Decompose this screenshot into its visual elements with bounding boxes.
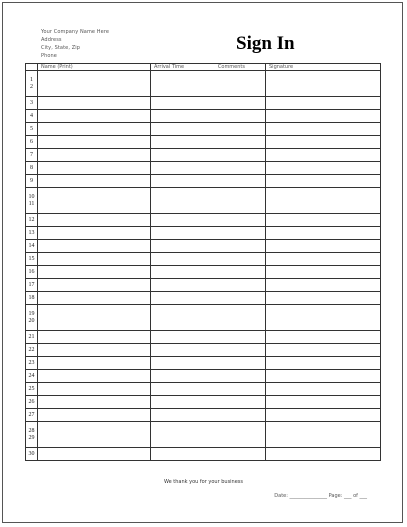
name-cell[interactable]	[38, 409, 151, 422]
row-number-label: 18	[28, 294, 35, 301]
table-row	[26, 266, 381, 279]
signature-cell[interactable]	[266, 383, 381, 396]
table-row	[26, 292, 381, 305]
arrival-comments-cell[interactable]	[151, 448, 266, 461]
row-number	[26, 123, 38, 136]
signature-cell[interactable]	[266, 71, 381, 97]
name-cell[interactable]	[38, 331, 151, 344]
company-address: Address	[41, 37, 62, 43]
table-row	[26, 110, 381, 123]
row-number-label: 13	[28, 229, 35, 236]
table-row	[26, 188, 381, 214]
arrival-comments-cell[interactable]	[151, 162, 266, 175]
column-header-arrival	[151, 64, 266, 71]
name-cell[interactable]	[38, 448, 151, 461]
signature-cell[interactable]	[266, 188, 381, 214]
sign-in-table	[25, 63, 381, 461]
row-number	[26, 149, 38, 162]
row-number-label: 24	[28, 372, 35, 379]
row-number-label: 19	[28, 310, 35, 317]
row-number	[26, 188, 38, 214]
table-row	[26, 214, 381, 227]
signature-cell[interactable]	[266, 409, 381, 422]
signature-cell[interactable]	[266, 214, 381, 227]
name-cell[interactable]	[38, 292, 151, 305]
table-row	[26, 162, 381, 175]
row-number	[26, 240, 38, 253]
table-row	[26, 305, 381, 331]
company-phone: Phone	[41, 53, 57, 59]
row-number-label: 12	[28, 216, 35, 223]
signature-cell[interactable]	[266, 266, 381, 279]
table-row	[26, 383, 381, 396]
arrival-comments-cell[interactable]	[151, 383, 266, 396]
name-cell[interactable]	[38, 396, 151, 409]
arrival-comments-cell[interactable]	[151, 344, 266, 357]
column-header-signature-label: Signature	[269, 64, 294, 70]
table-row	[26, 396, 381, 409]
row-number-label: 14	[28, 242, 35, 249]
row-number	[26, 175, 38, 188]
row-number	[26, 214, 38, 227]
arrival-comments-cell[interactable]	[151, 422, 266, 448]
arrival-comments-cell[interactable]	[151, 136, 266, 149]
table-row	[26, 344, 381, 357]
table-row	[26, 279, 381, 292]
table-header-row	[26, 64, 381, 71]
arrival-comments-cell[interactable]	[151, 110, 266, 123]
row-number-label: 7	[30, 151, 33, 158]
signature-cell[interactable]	[266, 279, 381, 292]
signature-cell[interactable]	[266, 123, 381, 136]
signature-cell[interactable]	[266, 422, 381, 448]
row-number-label: 4	[30, 112, 33, 119]
table-row	[26, 422, 381, 448]
table-row	[26, 149, 381, 162]
table-row	[26, 227, 381, 240]
name-cell[interactable]	[38, 370, 151, 383]
name-cell[interactable]	[38, 188, 151, 214]
table-row	[26, 448, 381, 461]
name-cell[interactable]	[38, 266, 151, 279]
row-number-label: 3	[30, 99, 33, 106]
arrival-comments-cell[interactable]	[151, 292, 266, 305]
page-title: Sign In	[236, 33, 295, 54]
signature-cell[interactable]	[266, 162, 381, 175]
row-number	[26, 71, 38, 97]
row-number	[26, 292, 38, 305]
table-row	[26, 240, 381, 253]
row-number	[26, 422, 38, 448]
row-number	[26, 97, 38, 110]
row-number	[26, 162, 38, 175]
table-row	[26, 175, 381, 188]
table-row	[26, 97, 381, 110]
arrival-comments-cell[interactable]	[151, 123, 266, 136]
row-number	[26, 227, 38, 240]
row-number	[26, 370, 38, 383]
column-header-name	[38, 64, 151, 71]
row-number	[26, 331, 38, 344]
row-number	[26, 357, 38, 370]
arrival-comments-cell[interactable]	[151, 97, 266, 110]
table-row	[26, 409, 381, 422]
arrival-comments-cell[interactable]	[151, 409, 266, 422]
signature-cell[interactable]	[266, 240, 381, 253]
arrival-comments-cell[interactable]	[151, 175, 266, 188]
name-cell[interactable]	[38, 383, 151, 396]
row-number-label: 5	[30, 125, 33, 132]
row-number-label: 6	[30, 138, 33, 145]
company-city: City, State, Zip	[41, 45, 80, 51]
name-cell[interactable]	[38, 149, 151, 162]
arrival-comments-cell[interactable]	[151, 240, 266, 253]
signature-cell[interactable]	[266, 292, 381, 305]
row-number-label: 17	[28, 281, 35, 288]
row-number	[26, 344, 38, 357]
row-number-label: 11	[28, 200, 35, 207]
row-number-label: 30	[28, 450, 35, 457]
row-number-header	[26, 64, 38, 71]
row-number-label: 23	[28, 359, 35, 366]
signature-cell[interactable]	[266, 253, 381, 266]
arrival-comments-cell[interactable]	[151, 149, 266, 162]
row-number-label: 28	[28, 427, 35, 434]
table-row	[26, 253, 381, 266]
arrival-comments-cell[interactable]	[151, 188, 266, 214]
signature-cell[interactable]	[266, 175, 381, 188]
name-cell[interactable]	[38, 97, 151, 110]
arrival-comments-cell[interactable]	[151, 305, 266, 331]
name-cell[interactable]	[38, 422, 151, 448]
row-number	[26, 383, 38, 396]
row-number-label: 27	[28, 411, 35, 418]
signature-cell[interactable]	[266, 357, 381, 370]
arrival-comments-cell[interactable]	[151, 214, 266, 227]
arrival-comments-cell[interactable]	[151, 331, 266, 344]
name-cell[interactable]	[38, 71, 151, 97]
name-cell[interactable]	[38, 175, 151, 188]
column-header-signature	[266, 64, 381, 71]
column-header-arrival-label: Arrival Time	[154, 64, 185, 70]
arrival-comments-cell[interactable]	[151, 357, 266, 370]
company-name: Your Company Name Here	[41, 29, 110, 35]
row-number-label: 21	[28, 333, 35, 340]
row-number-label: 2	[30, 83, 33, 90]
table-row	[26, 123, 381, 136]
signature-cell[interactable]	[266, 97, 381, 110]
row-number-label: 15	[28, 255, 35, 262]
row-number-label: 26	[28, 398, 35, 405]
name-cell[interactable]	[38, 123, 151, 136]
column-header-name-label: Name (Print)	[41, 64, 73, 70]
signature-cell[interactable]	[266, 136, 381, 149]
name-cell[interactable]	[38, 253, 151, 266]
row-number-label: 25	[28, 385, 35, 392]
arrival-comments-cell[interactable]	[151, 71, 266, 97]
column-header-comments-label: Comments	[217, 64, 245, 70]
row-number	[26, 305, 38, 331]
row-number-label: 1	[30, 76, 33, 83]
table-row	[26, 357, 381, 370]
row-number-label: 20	[28, 317, 35, 324]
name-cell[interactable]	[38, 305, 151, 331]
arrival-comments-cell[interactable]	[151, 396, 266, 409]
signature-cell[interactable]	[266, 149, 381, 162]
footer-note: Date: _______________ Page: ___ of ___	[274, 493, 367, 499]
signature-cell[interactable]	[266, 448, 381, 461]
signature-cell[interactable]	[266, 227, 381, 240]
row-number	[26, 448, 38, 461]
name-cell[interactable]	[38, 136, 151, 149]
signature-cell[interactable]	[266, 110, 381, 123]
table-row	[26, 370, 381, 383]
row-number	[26, 136, 38, 149]
row-number-label: 29	[28, 434, 35, 441]
arrival-comments-cell[interactable]	[151, 227, 266, 240]
arrival-comments-cell[interactable]	[151, 279, 266, 292]
signature-cell[interactable]	[266, 344, 381, 357]
name-cell[interactable]	[38, 214, 151, 227]
name-cell[interactable]	[38, 162, 151, 175]
name-cell[interactable]	[38, 357, 151, 370]
arrival-comments-cell[interactable]	[151, 253, 266, 266]
name-cell[interactable]	[38, 240, 151, 253]
signature-cell[interactable]	[266, 396, 381, 409]
name-cell[interactable]	[38, 110, 151, 123]
arrival-comments-cell[interactable]	[151, 370, 266, 383]
row-number-label: 8	[30, 164, 33, 171]
row-number	[26, 396, 38, 409]
row-number	[26, 110, 38, 123]
footer-thanks: We thank you for your business	[163, 479, 244, 485]
signature-cell[interactable]	[266, 305, 381, 331]
row-number	[26, 279, 38, 292]
arrival-comments-cell[interactable]	[151, 266, 266, 279]
signature-cell[interactable]	[266, 331, 381, 344]
row-number-label: 22	[28, 346, 35, 353]
row-number	[26, 409, 38, 422]
name-cell[interactable]	[38, 344, 151, 357]
table-row	[26, 71, 381, 97]
table-row	[26, 331, 381, 344]
row-number	[26, 253, 38, 266]
table-row	[26, 136, 381, 149]
row-number	[26, 266, 38, 279]
row-number-label: 10	[28, 193, 35, 200]
row-number-label: 16	[28, 268, 35, 275]
name-cell[interactable]	[38, 227, 151, 240]
signature-cell[interactable]	[266, 370, 381, 383]
name-cell[interactable]	[38, 279, 151, 292]
row-number-label: 9	[30, 177, 33, 184]
